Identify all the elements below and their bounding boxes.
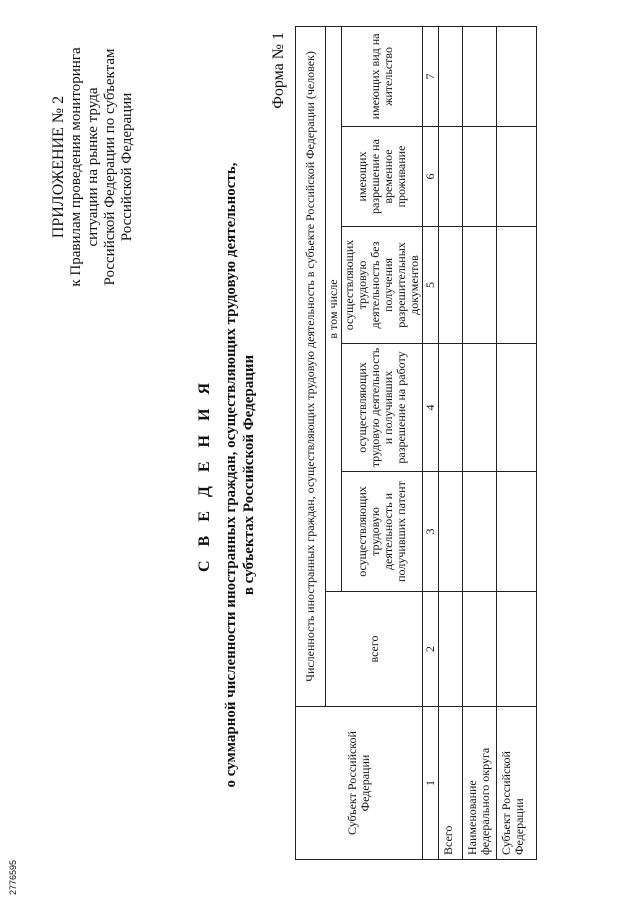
header-cell-subgroup: в том числе bbox=[326, 26, 342, 591]
column-number-row bbox=[423, 26, 439, 859]
table-cell bbox=[497, 227, 537, 344]
document-subtitle: о суммарной численности иностранных граждан, осуществляющих трудовую деятельность, bbox=[223, 162, 239, 788]
table-row bbox=[439, 26, 463, 859]
table-cell bbox=[439, 127, 463, 227]
table-cell bbox=[463, 592, 497, 707]
document-code: 2776595 bbox=[8, 859, 18, 895]
data-table bbox=[295, 26, 537, 860]
table-cell bbox=[463, 227, 497, 344]
table-cell bbox=[497, 26, 537, 126]
header-cell-patent: осуществляющих трудовую деятельность и получивших патент bbox=[342, 472, 423, 592]
appendix-title: ПРИЛОЖЕНИЕ № 2 bbox=[50, 95, 67, 239]
row-label: Субъект Российской Федерации bbox=[497, 707, 537, 860]
column-number: 6 bbox=[423, 127, 439, 227]
appendix-line: ситуации на рынке труда bbox=[85, 87, 101, 247]
column-number: 4 bbox=[423, 344, 439, 472]
table-cell bbox=[463, 344, 497, 472]
row-label: Всего bbox=[439, 707, 463, 860]
table-row bbox=[463, 26, 497, 859]
form-number: Форма № 1 bbox=[270, 32, 287, 109]
header-cell-residence-permit: имеющих вид на жительство bbox=[342, 26, 423, 126]
header-cell-temporary-residence: имеющих разрешение на временное проживание bbox=[342, 127, 423, 227]
column-number: 3 bbox=[423, 472, 439, 592]
table-cell bbox=[497, 344, 537, 472]
table-cell bbox=[497, 472, 537, 592]
appendix-line: к Правилам проведения мониторинга bbox=[68, 47, 84, 287]
table-cell bbox=[463, 472, 497, 592]
document-subtitle: в субъектах Российской Федерации bbox=[241, 354, 257, 596]
table-cell bbox=[463, 26, 497, 126]
appendix-line: Российской Федерации bbox=[119, 92, 135, 242]
table-cell bbox=[439, 472, 463, 592]
table-cell bbox=[497, 127, 537, 227]
table-cell bbox=[439, 592, 463, 707]
document-title: С В Е Д Е Н И Я bbox=[196, 377, 213, 573]
header-cell-group: Численность иностранных граждан, осуществляющих трудовую деятельность в субъекте Российской Федерации (человек) bbox=[296, 26, 326, 706]
header-cell-subject: Субъект Российской Федерации bbox=[296, 707, 423, 860]
header-cell-work-permit: осуществляющих трудовую деятельность и получивших разрешение на работу bbox=[342, 344, 423, 472]
table-cell bbox=[439, 26, 463, 126]
table-cell bbox=[439, 227, 463, 344]
column-number: 7 bbox=[423, 26, 439, 126]
header-row bbox=[296, 26, 326, 859]
header-cell-no-documents: осуществляющих трудовую деятельность без получения разрешительных документов bbox=[342, 227, 423, 344]
column-number: 2 bbox=[423, 592, 439, 707]
document-title-block bbox=[196, 155, 258, 795]
appendix-line: Российской Федерации по субъектам bbox=[102, 48, 118, 286]
table-cell bbox=[497, 592, 537, 707]
table-cell bbox=[463, 127, 497, 227]
column-number: 1 bbox=[423, 707, 439, 860]
row-label: Наименование федерального округа bbox=[463, 707, 497, 860]
header-cell-total: всего bbox=[326, 592, 423, 707]
column-number: 5 bbox=[423, 227, 439, 344]
table-row bbox=[497, 26, 537, 859]
appendix-block bbox=[50, 17, 136, 317]
table-cell bbox=[439, 344, 463, 472]
